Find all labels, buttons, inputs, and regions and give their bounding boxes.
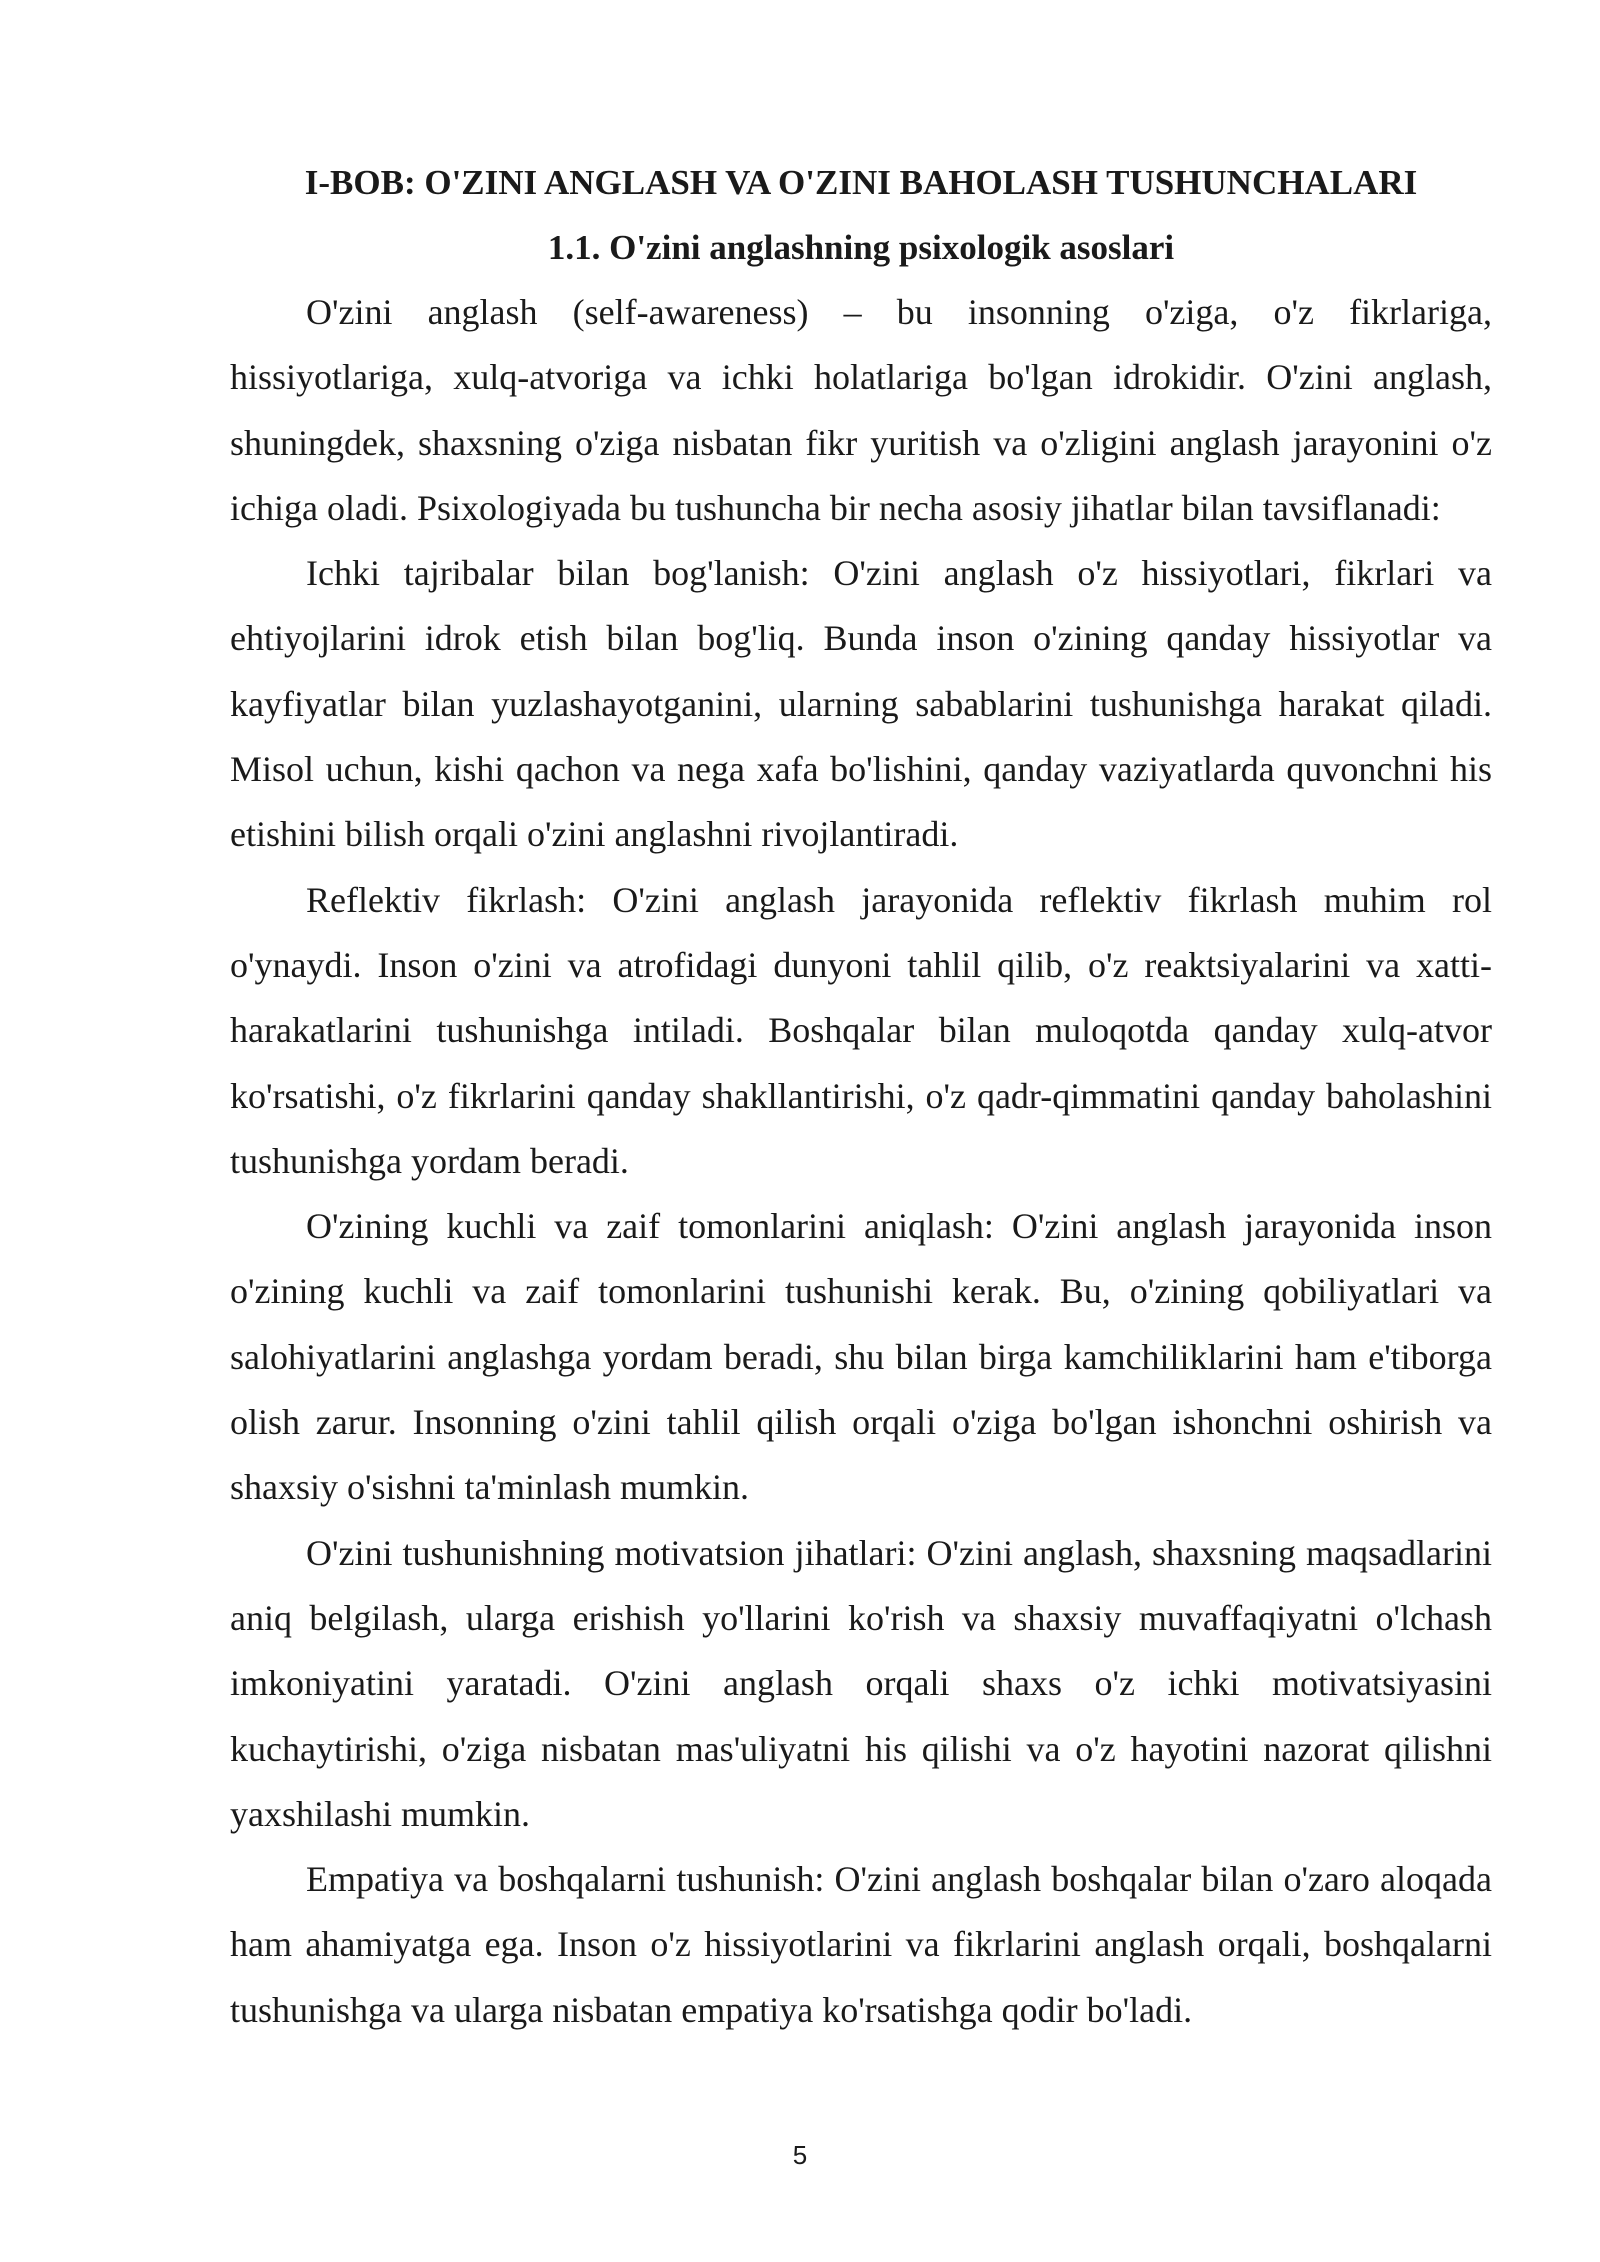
- paragraph-intro: O'zini anglash (self-awareness) – bu insonning o'ziga, o'z fikrlariga, hissiyotlariga, xulq-atvoriga va ichki holatlariga bo'lgan idrokidir. O'zini anglash, shuningdek, shaxsning o'ziga nisbatan fikr yuritish va o'zligini anglash jarayonini o'z ichiga oladi. Psixologiyada bu tushuncha bir necha asosiy jihatlar bilan tavsiflanadi:: [230, 292, 1492, 528]
- paragraph-motivation: O'zini tushunishning motivatsion jihatlari: O'zini anglash, shaxsning maqsadlarini aniq belgilash, ularga erishish yo'llarini ko'rish va shaxsiy muvaffaqiyatni o'lchash imkoniyatini yaratadi. O'zini anglash orqali shaxs o'z ichki motivatsiyasini kuchaytirishi, o'ziga nisbatan mas'uliyatni his qilishi va o'z hayotini nazorat qilishni yaxshilashi mumkin.: [230, 1532, 1492, 1834]
- page-content: [230, 150, 1492, 2043]
- paragraph-inner-experience: Ichki tajribalar bilan bog'lanish: O'zini anglash o'z hissiyotlari, fikrlari va ehtiyojlarini idrok etish bilan bog'liq. Bunda inson o'zining qanday hissiyotlar va kayfiyatlar bilan yuzlashayotganini, ularning sabablarini tushunishga harakat qiladi. Misol uchun, kishi qachon va nega xafa bo'lishini, qanday vaziyatlarda quvonchni his etishini bilish orqali o'zini anglashni rivojlantiradi.: [230, 553, 1492, 855]
- section-title: 1.1. O'zini anglashning psixologik asoslari: [547, 228, 1175, 267]
- chapter-title: I-BOB: O'ZINI ANGLASH VA O'ZINI BAHOLASH TUSHUNCHALARI: [304, 163, 1418, 202]
- paragraph-reflective-thinking: Reflektiv fikrlash: O'zini anglash jarayonida reflektiv fikrlash muhim rol o'ynaydi. Inson o'zini va atrofidagi dunyoni tahlil qilib, o'z reaktsiyalarini va xatti-harakatlarini tushunishga intiladi. Boshqalar bilan muloqotda qanday xulq-atvor ko'rsatishi, o'z fikrlarini qanday shakllantirishi, o'z qadr-qimmatini qanday baholashini tushunishga yordam beradi.: [230, 879, 1492, 1181]
- page-number: 5: [792, 2140, 808, 2170]
- paragraph-empathy: Empatiya va boshqalarni tushunish: O'zini anglash boshqalar bilan o'zaro aloqada ham ahamiyatga ega. Inson o'z hissiyotlarini va fikrlarini anglash orqali, boshqalarni tushunishga va ularga nisbatan empatiya ko'rsatishga qodir bo'ladi.: [230, 1859, 1492, 2030]
- paragraph-strengths-weaknesses: O'zining kuchli va zaif tomonlarini aniqlash: O'zini anglash jarayonida inson o'zining kuchli va zaif tomonlarini tushunishi kerak. Bu, o'zining qobiliyatlari va salohiyatlarini anglashga yordam beradi, shu bilan birga kamchiliklarini ham e'tiborga olish zarur. Insonning o'zini tahlil qilish orqali o'ziga bo'lgan ishonchni oshirish va shaxsiy o'sishni ta'minlash mumkin.: [230, 1206, 1492, 1508]
